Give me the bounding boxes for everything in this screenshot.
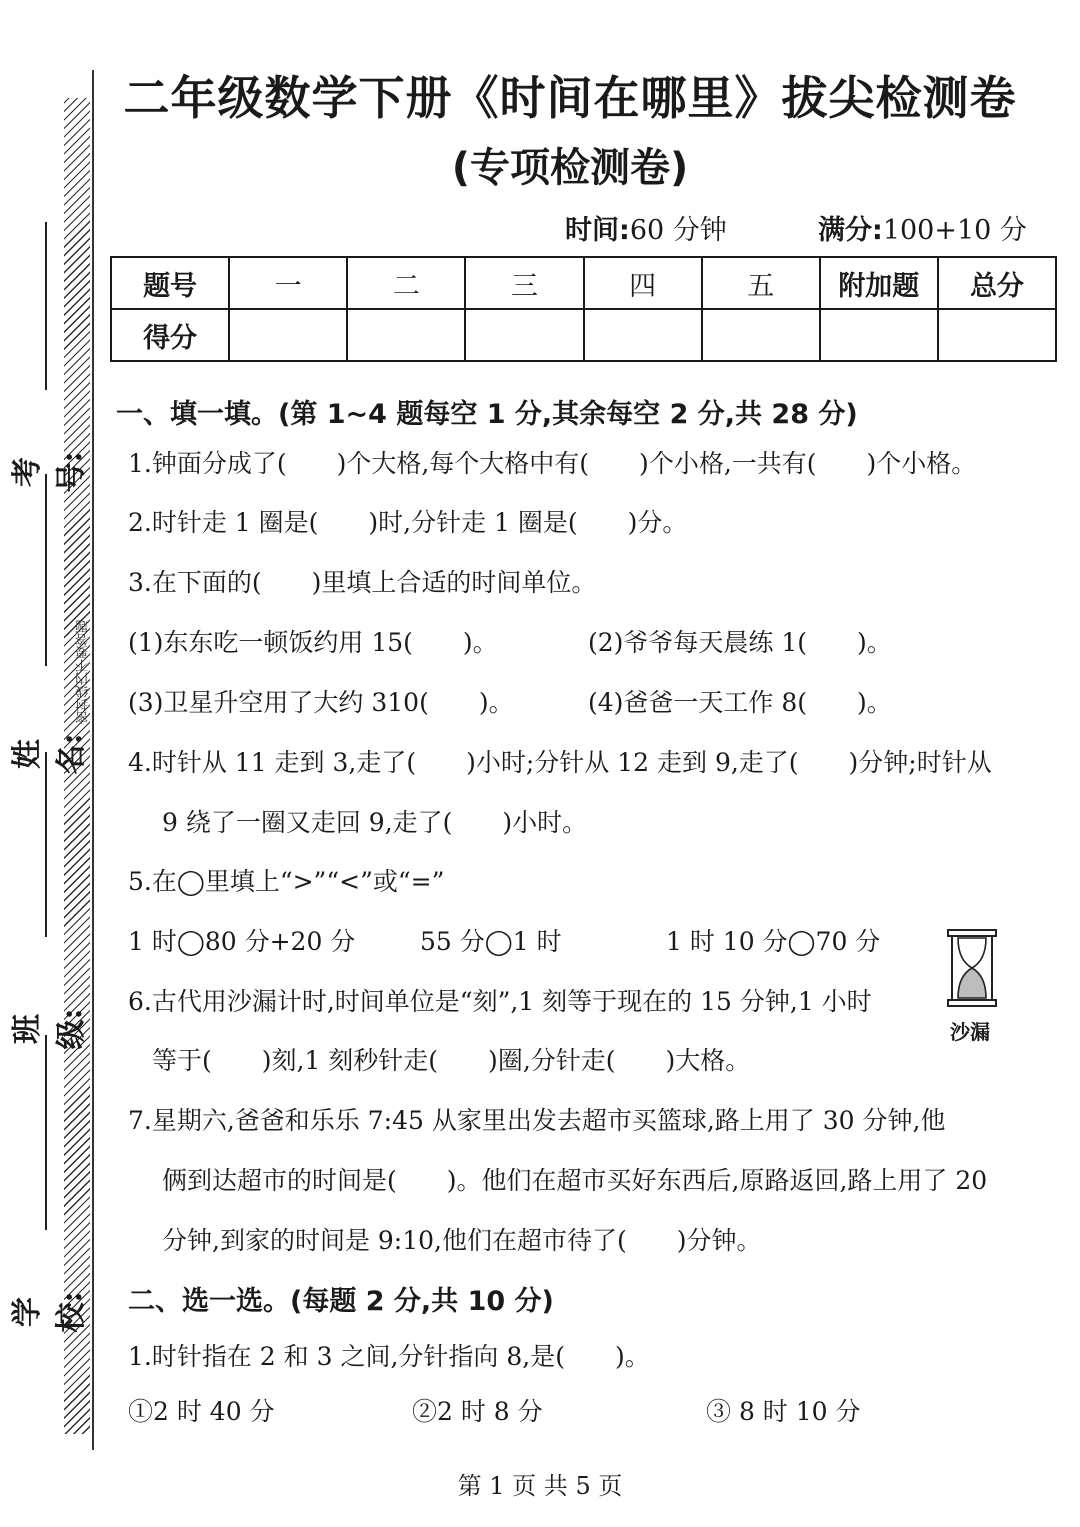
score-table — [110, 256, 1057, 362]
q1-5-b: 55 分◯1 时 — [420, 927, 562, 956]
score-row-label: 得分 — [111, 309, 229, 361]
score-cell[interactable] — [702, 309, 820, 361]
table-header-cell: 二 — [347, 257, 465, 309]
table-header-cell: 五 — [702, 257, 820, 309]
q1-4-line2: 9 绕了一圈又走回 9,走了( )小时。 — [162, 808, 588, 837]
q1-3-4: (4)爸爸一天工作 8( )。 — [588, 688, 892, 717]
table-header-cell: 总分 — [938, 257, 1056, 309]
score-info — [818, 208, 1027, 247]
score-cell[interactable] — [584, 309, 702, 361]
table-header-cell: 题号 — [111, 257, 229, 309]
q1-7-line3: 分钟,到家的时间是 9:10,他们在超市待了( )分钟。 — [162, 1226, 762, 1255]
q1-5-c: 1 时 10 分◯70 分 — [666, 927, 881, 956]
score-table-score-row — [111, 309, 1056, 361]
q1-5: 5.在◯里填上“>”“<”或“=” — [128, 867, 445, 896]
time-label: 时间: — [565, 215, 630, 246]
q2-1-option-1: ①2 时 40 分 — [128, 1397, 275, 1426]
q1-3: 3.在下面的( )里填上合适的时间单位。 — [128, 568, 597, 597]
section1-heading: 一、填一填。(第 1~4 题每空 1 分,其余每空 2 分,共 28 分) — [116, 399, 858, 430]
binding-line — [92, 70, 94, 1450]
kaohao-line — [45, 222, 47, 390]
table-header-cell: 四 — [584, 257, 702, 309]
hourglass-caption: 沙漏 — [950, 1020, 990, 1044]
q1-4-line1: 4.时针从 11 走到 3,走了( )小时;分针从 12 走到 9,走了( )分钟;时针从 — [128, 748, 992, 777]
score-cell[interactable] — [347, 309, 465, 361]
page-subtitle: (专项检测卷) — [451, 145, 689, 191]
score-cell[interactable] — [465, 309, 583, 361]
full-score-value: 100+10 分 — [882, 215, 1027, 246]
q2-1: 1.时针指在 2 和 3 之间,分针指向 8,是( )。 — [128, 1342, 650, 1371]
time-value: 60 分钟 — [629, 215, 727, 246]
banji-line — [45, 752, 47, 937]
q2-1-option-3: ③ 8 时 10 分 — [706, 1397, 861, 1426]
xuexiao-label: 学校: — [10, 1291, 89, 1333]
section2-heading: 二、选一选。(每题 2 分,共 10 分) — [128, 1286, 554, 1317]
hourglass-icon — [944, 928, 1000, 1008]
xingming-label: 姓名: — [10, 733, 89, 775]
table-header-cell: 一 — [229, 257, 347, 309]
table-header-cell: 附加题 — [820, 257, 938, 309]
score-table-header-row — [111, 257, 1056, 309]
q1-1: 1.钟面分成了( )个大格,每个大格中有( )个小格,一共有( )个小格。 — [128, 449, 977, 478]
kaohao-label: 考号: — [10, 451, 89, 493]
banji-label: 班级: — [10, 1008, 89, 1050]
q2-1-option-2: ②2 时 8 分 — [412, 1397, 543, 1426]
score-cell[interactable] — [820, 309, 938, 361]
time-info — [565, 208, 727, 247]
score-cell[interactable] — [229, 309, 347, 361]
q1-6-line1: 6.古代用沙漏计时,时间单位是“刻”,1 刻等于现在的 15 分钟,1 小时 — [128, 987, 872, 1016]
page-title: 二年级数学下册《时间在哪里》拔尖检测卷 — [123, 71, 1017, 125]
q1-5-a: 1 时◯80 分+20 分 — [128, 927, 356, 956]
q1-2: 2.时针走 1 圈是( )时,分针走 1 圈是( )分。 — [128, 508, 688, 537]
q1-3-2: (2)爷爷每天晨练 1( )。 — [588, 628, 892, 657]
score-cell[interactable] — [938, 309, 1056, 361]
page-number: 第 1 页 共 5 页 — [457, 1472, 623, 1500]
q1-6-line2: 等于( )刻,1 刻秒针走( )圈,分针走( )大格。 — [152, 1046, 751, 1075]
q1-7-line2: 俩到达超市的时间是( )。他们在超市买好东西后,原路返回,路上用了 20 — [162, 1166, 988, 1195]
full-score-label: 满分: — [818, 215, 883, 246]
q1-7-line1: 7.星期六,爸爸和乐乐 7:45 从家里出发去超市买篮球,路上用了 30 分钟,他 — [128, 1106, 946, 1135]
xingming-line-top — [45, 474, 47, 666]
q1-3-1: (1)东东吃一顿饭约用 15( )。 — [128, 628, 498, 657]
table-header-cell: 三 — [465, 257, 583, 309]
seal-notice: 密封线内不要答题 — [76, 620, 91, 724]
q1-3-3: (3)卫星升空用了大约 310( )。 — [128, 688, 514, 717]
xuexiao-line — [45, 1035, 47, 1230]
